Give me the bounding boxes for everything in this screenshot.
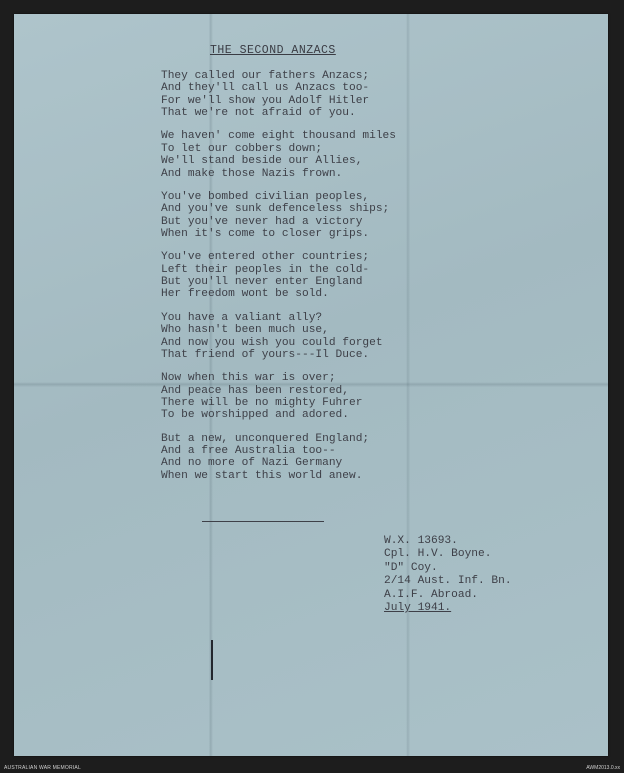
signature-block: [384, 535, 512, 615]
stanza: [161, 251, 396, 301]
poem-line: But you've never had a victory: [161, 215, 363, 228]
stanza: [161, 312, 396, 362]
poem-line: And peace has been restored,: [161, 384, 349, 397]
poem-line: Who hasn't been much use,: [161, 324, 329, 337]
poem-line: We haven' come eight thousand miles: [161, 130, 396, 143]
poem-line: To let our cobbers down;: [161, 142, 323, 155]
poem-line: Now when this war is over;: [161, 372, 336, 385]
poem-line: You have a valiant ally?: [161, 311, 323, 324]
poem-line: To be worshipped and adored.: [161, 409, 349, 422]
poem-line: But you'll never enter England: [161, 276, 363, 289]
footer-credit: AUSTRALIAN WAR MEMORIAL: [4, 765, 81, 771]
divider-rule: [202, 521, 324, 522]
poem-line: And make those Nazis frown.: [161, 167, 343, 180]
poem-line: And you've sunk defenceless ships;: [161, 203, 390, 216]
poem-line: When we start this world anew.: [161, 469, 363, 482]
poem-line: For we'll show you Adolf Hitler: [161, 94, 370, 107]
stanza: [161, 130, 396, 180]
poem-line: And no more of Nazi Germany: [161, 457, 343, 470]
stanza: [161, 372, 396, 422]
poem-line: You've entered other countries;: [161, 251, 370, 264]
poem-line: That we're not afraid of you.: [161, 107, 356, 120]
signature-line: W.X. 13693.: [384, 535, 458, 547]
poem-line: And a free Australia too--: [161, 444, 336, 457]
poem-body: [161, 70, 396, 493]
stanza: [161, 191, 396, 241]
poem-line: There will be no mighty Fuhrer: [161, 396, 363, 409]
poem-line: And now you wish you could forget: [161, 336, 383, 349]
signature-line: A.I.F. Abroad.: [384, 588, 478, 601]
signature-line: 2/14 Aust. Inf. Bn.: [384, 575, 512, 588]
poem-line: Her freedom wont be sold.: [161, 288, 329, 301]
ink-mark: [211, 640, 213, 680]
stanza: [161, 70, 396, 120]
signature-line: "D" Coy.: [384, 561, 438, 574]
poem-line: And they'll call us Anzacs too-: [161, 82, 370, 95]
stanza: [161, 433, 396, 483]
poem-line: But a new, unconquered England;: [161, 432, 370, 445]
poem-line: You've bombed civilian peoples,: [161, 190, 370, 203]
signature-line: Cpl. H.V. Boyne.: [384, 548, 492, 561]
poem-line: They called our fathers Anzacs;: [161, 70, 370, 82]
poem-line: Left their peoples in the cold-: [161, 263, 370, 276]
footer-reference: AWM2013.0.xx: [586, 765, 620, 771]
poem-line: When it's come to closer grips.: [161, 228, 370, 241]
signature-line: July 1941.: [384, 602, 452, 615]
poem-title: THE SECOND ANZACS: [210, 44, 336, 57]
poem-line: That friend of yours---Il Duce.: [161, 348, 370, 361]
poem-line: We'll stand beside our Allies,: [161, 155, 363, 168]
